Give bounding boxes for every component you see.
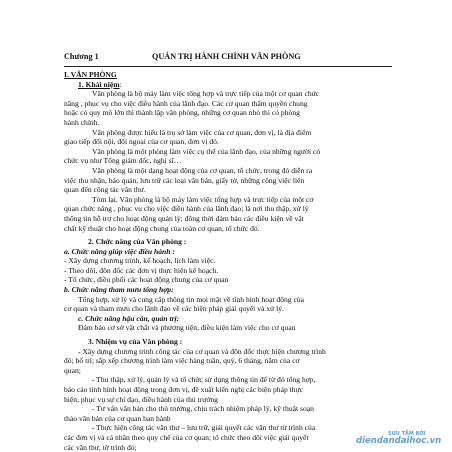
paragraph-line: thông tin hỗ trợ cho hoạt động quản lý; đồng thời đảm bảo các điều kiện về vật xyxy=(64,213,304,223)
watermark-caption: SƯU TẦM BỞI xyxy=(388,431,426,437)
list-item: - Tổ chức, điều phối các hoạt động chung của cơ quan xyxy=(64,275,229,285)
watermark-site: diendandaihoc.vn xyxy=(356,436,442,446)
paragraph-line: hiện, phục vụ sự chỉ đạo, điều hành của thủ trưởng xyxy=(64,394,218,404)
paragraph-line: - Xây dựng chương trình công tác của cơ quan và đôn đốc thực hiện chương trình xyxy=(78,346,326,356)
paragraph-line: Đảm bảo cơ sở vật chất và phương tiện, điều kiện làm việc cho cơ quan xyxy=(78,323,296,333)
paragraph-line: các văn thư, tờ trình đó; xyxy=(64,442,137,452)
paragraph-line: chất kỹ thuật cho hoạt động chung của toàn cơ quan, tổ chức đó. xyxy=(64,223,260,233)
paragraph-line: thảo văn bản của cơ quan ban hành xyxy=(64,413,171,423)
paragraph-line: báo cáo tình hình hoạt động trong đơn vị, đề xuất kiến nghị các biện pháp thực xyxy=(64,385,304,394)
paragraph-line: việc thu nhận, bảo quản, lưu trữ các loại văn bản, giấy tờ, những công việc liên xyxy=(64,175,305,185)
paragraph-line: giao tiếp đối nội, đối ngoại của cơ quan, đơn vị đó. xyxy=(64,137,219,147)
paragraph-line: quan đến công tác văn thư. xyxy=(64,185,146,195)
paragraph-line: hoặc có quy mô lớn thì thành lập văn phòng, những cơ quan nhỏ thì có phòng xyxy=(64,108,300,118)
watermark xyxy=(350,430,450,452)
header-rule xyxy=(64,66,392,67)
paragraph-line: Văn phòng là một phòng làm việc cụ thể của lãnh đạo, của những người có xyxy=(92,146,321,156)
list-item: - Xây dựng chương trình, kế hoạch, lịch làm việc. xyxy=(64,256,216,266)
paragraph-line: quan; xyxy=(64,365,81,375)
subheading-a: a. Chức năng giúp việc điều hành : xyxy=(64,246,175,256)
paragraph-line: hành chính. xyxy=(64,117,100,127)
list-item: - Theo dõi, đôn đốc các đơn vị thực hiện kế hoạch. xyxy=(64,265,219,275)
paragraph-line: Tổng hợp, xử lý và cung cấp thông tin mọi mặt về tình hình hoạt động của xyxy=(78,294,304,304)
paragraph-line: năng , phục vụ cho việc điều hành của lãnh đạo. Các cơ quan thẩm quyền chung xyxy=(64,98,308,108)
chapter-title: QUẢN TRỊ HÀNH CHÍNH VĂN PHÒNG xyxy=(152,52,301,61)
section-heading-van-phong: I. VĂN PHÒNG xyxy=(64,70,117,79)
item-khai-niem-colon: : xyxy=(119,79,122,89)
paragraph-line: chức vụ như Tổng giám đốc, nghị sĩ… xyxy=(64,156,182,166)
document-body xyxy=(64,70,394,452)
paragraph-line: các đơn vị và cá nhân theo quy chế của cơ quan; tổ chức theo dõi việc giải quyết xyxy=(64,432,309,442)
paragraph-line: - Thực hiện công tác văn thư – lưu trữ, giải quyết các văn thư từ trình của xyxy=(92,423,316,433)
subheading-c: c. Chức năng hậu cần, quản trị: xyxy=(78,313,180,323)
item-khai-niem-label: 1. Khái niệm xyxy=(78,79,120,89)
section-heading-chuc-nang: 2. Chức năng của Văn phòng : xyxy=(88,237,187,247)
paragraph-line: đó; bố trí; sắp xếp chương trình làm việc hàng tuần, quý, 6 tháng, năm của cơ xyxy=(64,356,300,366)
chapter-header xyxy=(64,52,394,64)
paragraph-line: cơ quan và tham mưu cho lãnh đạo về các biện pháp giải quyết và xử lý. xyxy=(64,304,284,314)
paragraph-line: Tóm lại, Văn phòng là bộ máy làm việc tổng hợp và trực tiếp của một cơ xyxy=(92,194,314,204)
paragraph-line: - Thu thập, xử lý, quản lý và tổ chức sử dụng thông tin để từ đó tổng hợp, xyxy=(92,375,316,385)
paragraph-line: Văn phòng là một dạng hoạt động của cơ quan, tổ chức, trong đó diễn ra xyxy=(92,165,313,175)
subheading-b: b. Chức năng tham mưu tổng hợp: xyxy=(64,285,174,295)
item-khai-niem xyxy=(64,80,394,90)
paragraph-line: - Tư vấn văn bản cho thủ trưởng, chịu trách nhiệm pháp lý, kỹ thuật soạn xyxy=(92,404,314,414)
paragraph-line: quan chức năng , phục vụ cho việc điều hành của lãnh đạo; là nơi thu thập, xử lý xyxy=(64,204,309,214)
paragraph-line: Văn phòng là bộ máy làm việc tổng hợp và trực tiếp của một cơ quan chức xyxy=(92,89,320,99)
chapter-label: Chương 1 xyxy=(64,52,99,61)
paragraph-line: Văn phòng được hiểu là trụ sở làm việc của cơ quan, đơn vị, là địa điểm xyxy=(92,127,312,137)
section-heading-nhiem-vu: 3. Nhiệm vụ của Văn phòng : xyxy=(88,337,183,347)
